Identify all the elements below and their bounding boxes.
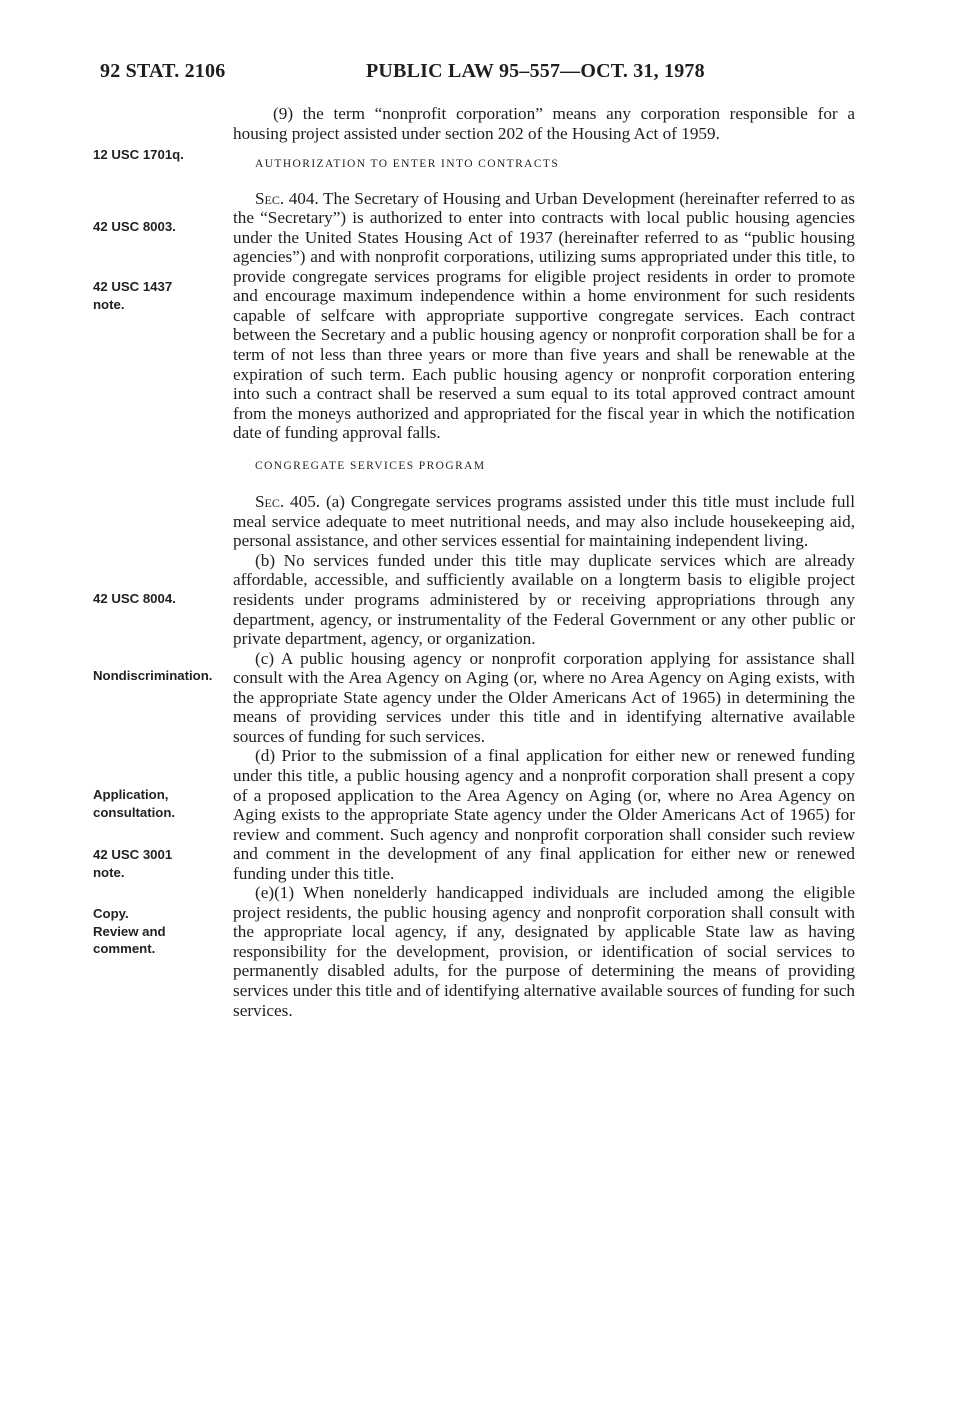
section-404-text: The Secretary of Housing and Urban Development (hereinafter referred to as the “Secretary”) is authorized to enter into contracts with local public housing agencies under the United States Housing Act of 1937 (hereinafter referred to as “public housing agencies”) and with nonprofit corporations, utilizing sums appropriated under this title, to provide congregate services programs for eligible project residents in order to promote and encourage maximum independence within a home environment for such residents capable of selfcare with appropriate supportive congregate services. Each contract between the Secretary and a public housing agency or nonprofit corporation shall be for a term of not less than three years or more than five years and shall be renewable at the expiration of such term. Each public housing agency or nonprofit corporation entering into such a contract shall be reserved a sum equal to its total approved contract amount from the moneys authorized and appropriated for the fiscal year in which the notification date of funding approval falls.: [233, 188, 855, 443]
paragraph-9: (9) the term “nonprofit corporation” means any corporation responsible for a housing project assisted under section 202 of the Housing Act of 1959.: [233, 104, 855, 143]
margin-note-nondiscrimination: Nondiscrimination.: [93, 668, 213, 683]
margin-note-line: Copy.: [93, 906, 129, 921]
margin-note-line: note.: [93, 296, 125, 312]
margin-note-42usc8004: 42 USC 8004.: [93, 591, 176, 606]
margin-note-line: Review and: [93, 923, 166, 939]
margin-note-12usc1701q: 12 USC 1701q.: [93, 147, 184, 162]
stat-reference: 92 STAT. 2106: [100, 60, 226, 82]
page-title: PUBLIC LAW 95–557—OCT. 31, 1978: [366, 60, 705, 82]
margin-note-42usc8003: 42 USC 8003.: [93, 219, 176, 234]
section-405a-text: (a) Congregate services programs assisted under this title must include full meal service adequate to meet nutritional needs, and may also include housekeeping aid, personal assistance, and other services essential for maintaining independent living.: [233, 492, 855, 551]
margin-note-copy-review: [93, 905, 233, 958]
margin-note-42usc3001: [93, 846, 233, 881]
heading-congregate: CONGREGATE SERVICES PROGRAM: [255, 459, 486, 472]
section-405d: (d) Prior to the submission of a final application for either new or renewed funding under this title, a public housing agency and a nonprofit corporation shall present a copy of a proposed application to the Area Agency on Aging (or, where no Area Agency on Aging exists to the appropriate State agency under the Older Americans Act of 1965) for review and comment. Such agency and nonprofit corporation shall consider such review and comment in the development of any final application for either new or renewed funding under this title.: [233, 746, 855, 883]
margin-note-line: note.: [93, 864, 125, 880]
heading-authorization: AUTHORIZATION TO ENTER INTO CONTRACTS: [255, 158, 560, 171]
margin-note-line: 42 USC 1437: [93, 279, 173, 294]
margin-note-line: comment.: [93, 941, 156, 956]
section-405e: (e)(1) When nonelderly handicapped individuals are included among the eligible project residents, the public housing agency and nonprofit corporation shall consult with the appropriate local agency, if any, designated by applicable State law as having responsibility for the development, provision, or identification of social services to permanently disabled adults, for the purpose of determining the means of providing services under this title and of identifying alternative available sources of funding for such services.: [233, 883, 855, 1020]
section-404: [233, 189, 855, 443]
section-405a: [233, 492, 855, 551]
margin-note-line: Application,: [93, 787, 169, 802]
section-405-label: Sec. 405.: [255, 492, 321, 512]
margin-note-line: consultation.: [93, 804, 176, 820]
section-405b: (b) No services funded under this title may duplicate services which are already affordable, accessible, and sufficiently available on a longterm basis to eligible project residents under programs administered by or receiving appropriations through any department, agency, or instrumentality of the Federal Government or any other public or private department, agency, or organization.: [233, 550, 855, 649]
margin-note-42usc1437: [93, 278, 233, 313]
section-405c: (c) A public housing agency or nonprofit corporation applying for assistance shall consult with the Area Agency on Aging (or, where no Area Agency on Aging exists, with the appropriate State agency under the Older Americans Act of 1965) in determining the means of providing services under this title and in identifying alternative available sources of funding for such services.: [233, 648, 855, 746]
section-404-label: Sec. 404.: [255, 188, 319, 208]
margin-note-line: 42 USC 3001: [93, 847, 173, 862]
margin-note-application: [93, 786, 233, 821]
body-text-column: [233, 104, 855, 1020]
